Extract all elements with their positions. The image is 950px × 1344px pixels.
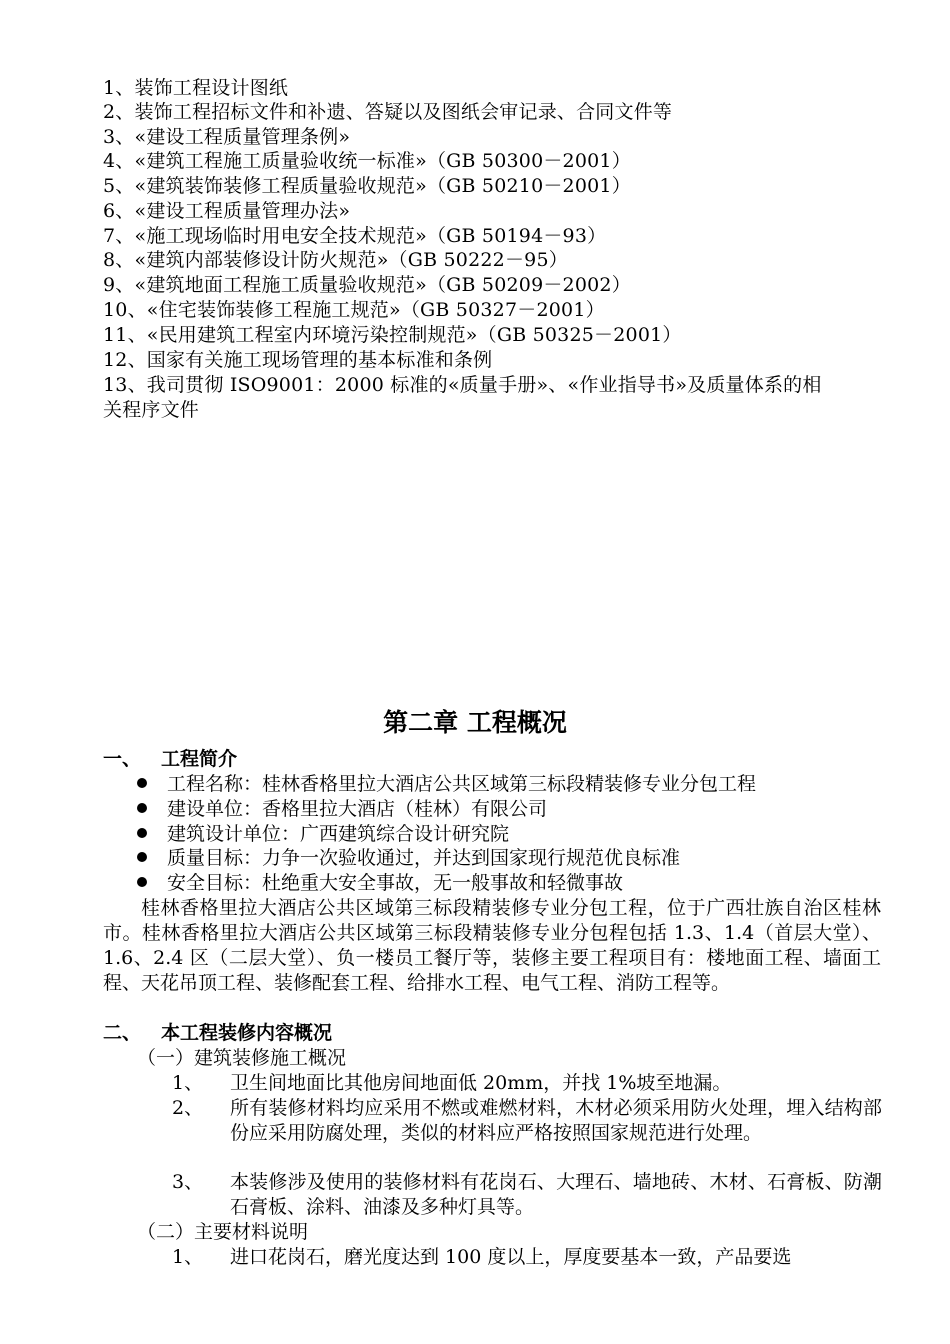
- subsection-heading: （一）建筑装修施工概况: [137, 1047, 347, 1069]
- numbered-item: [172, 1071, 882, 1096]
- item-text: 进口花岗石，磨光度达到 100 度以上，厚度要基本一致，产品要选: [230, 1246, 792, 1268]
- reference-item: 8、«建筑内部装修设计防火规范»（GB 50222－95）: [103, 249, 568, 271]
- item-number: 3、: [172, 1171, 204, 1193]
- numbered-item: [172, 1096, 882, 1146]
- bullet-text: 安全目标：杜绝重大安全事故，无一般事故和轻微事故: [167, 872, 624, 894]
- reference-item: 7、«施工现场临时用电安全技术规范»（GB 50194－93）: [103, 225, 607, 247]
- reference-item: 5、«建筑装饰装修工程质量验收规范»（GB 50210－2001）: [103, 175, 631, 197]
- bullet-item: [137, 822, 509, 847]
- section-title: 工程简介: [161, 748, 238, 770]
- bullet-item: [137, 871, 623, 896]
- reference-item: 1、装饰工程设计图纸: [103, 77, 289, 99]
- bullet-text: 工程名称：桂林香格里拉大酒店公共区域第三标段精装修专业分包工程: [167, 773, 757, 795]
- reference-item: 11、«民用建筑工程室内环境污染控制规范»（GB 50325－2001）: [103, 324, 682, 346]
- item-number: 2、: [172, 1097, 204, 1119]
- bullet-item: [137, 846, 680, 871]
- bullet-item: [137, 797, 547, 822]
- bullet-icon: [137, 828, 147, 838]
- reference-item: 2、装饰工程招标文件和补遗、答疑以及图纸会审记录、合同文件等: [103, 101, 673, 123]
- chapter-title: 第二章 工程概况: [383, 708, 567, 737]
- bullet-icon: [137, 803, 147, 813]
- item-text: 卫生间地面比其他房间地面低 20mm，并找 1%坡至地漏。: [230, 1072, 732, 1094]
- reference-item: 12、国家有关施工现场管理的基本标准和条例: [103, 349, 493, 371]
- reference-item: 3、«建设工程质量管理条例»: [103, 126, 351, 148]
- item-text: 所有装修材料均应采用不燃或难燃材料，木材必须采用防火处理，埋入结构部份应采用防腐处理，类似的材料应严格按照国家规范进行处理。: [230, 1097, 882, 1144]
- reference-item: 关程序文件: [103, 399, 200, 421]
- section-number: 二、: [103, 1022, 142, 1044]
- reference-item: 13、我司贯彻 ISO9001：2000 标准的«质量手册»、«作业指导书»及质量体系的相: [103, 374, 822, 396]
- numbered-item: [172, 1245, 882, 1270]
- item-number: 1、: [172, 1072, 204, 1094]
- bullet-text: 建筑设计单位：广西建筑综合设计研究院: [167, 823, 510, 845]
- item-number: 1、: [172, 1246, 204, 1268]
- section-number: 一、: [103, 748, 142, 770]
- reference-item: 4、«建筑工程施工质量验收统一标准»（GB 50300－2001）: [103, 150, 631, 172]
- numbered-item: [172, 1170, 882, 1220]
- subsection-heading: （二）主要材料说明: [137, 1221, 309, 1243]
- reference-item: 9、«建筑地面工程施工质量验收规范»（GB 50209－2002）: [103, 274, 631, 296]
- section-heading: [103, 747, 237, 772]
- reference-item: 10、«住宅装饰装修工程施工规范»（GB 50327－2001）: [103, 299, 605, 321]
- bullet-text: 质量目标：力争一次验收通过，并达到国家现行规范优良标准: [167, 847, 681, 869]
- bullet-item: [137, 772, 756, 797]
- section-title: 本工程装修内容概况: [161, 1022, 333, 1044]
- reference-item: 6、«建设工程质量管理办法»: [103, 200, 351, 222]
- bullet-icon: [137, 778, 147, 788]
- bullet-text: 建设单位：香格里拉大酒店（桂林）有限公司: [167, 798, 548, 820]
- bullet-icon: [137, 877, 147, 887]
- section-heading: [103, 1021, 332, 1046]
- bullet-icon: [137, 852, 147, 862]
- item-text: 本装修涉及使用的装修材料有花岗石、大理石、墙地砖、木材、石膏板、防潮石膏板、涂料、油漆及多种灯具等。: [230, 1171, 882, 1218]
- body-paragraph: 桂林香格里拉大酒店公共区域第三标段精装修专业分包工程，位于广西壮族自治区桂林市。桂林香格里拉大酒店公共区域第三标段精装修专业分包程包括 1.3、1.4（首层大堂）、1.6、2.4 区（二层大堂）、负一楼员工餐厅等，装修主要工程项目有：楼地面工程、墙面工程、天花吊顶工程、装修配套工程、给排水工程、电气工程、消防工程等。: [103, 897, 881, 994]
